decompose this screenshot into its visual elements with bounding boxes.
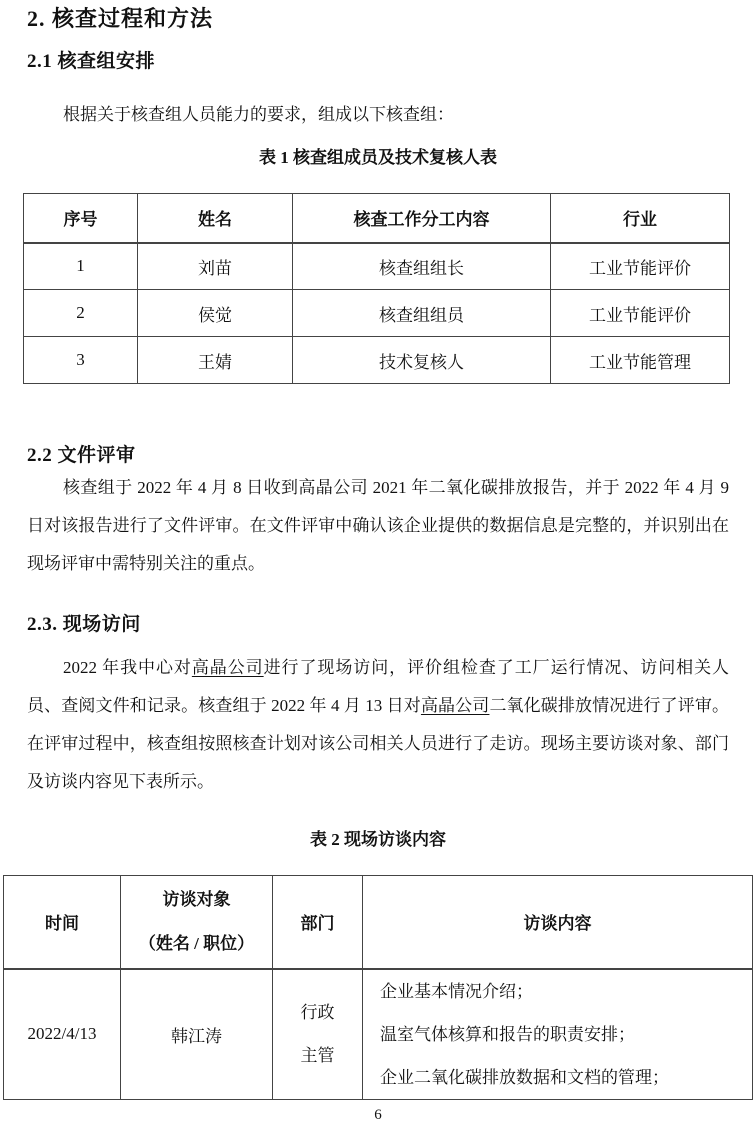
- company-name-underlined: 高晶公司: [191, 658, 264, 677]
- paragraph-doc-review: 核查组于 2022 年 4 月 8 日收到高晶公司 2021 年二氧化碳排放报告，并于 2022 年 4 月 9 日对该报告进行了文件评审。在文件评审中确认该企业提供的数据信息是完整的，并识别出在现场评审中需特别关注的重点。: [27, 478, 729, 573]
- table2-header-content: 访谈内容: [363, 876, 753, 969]
- table2-cell-time: 2022/4/13: [4, 969, 121, 1100]
- table2-cell-interviewee: 韩江涛: [121, 969, 273, 1100]
- table2-header-interviewee-line2: （姓名 / 职位）: [138, 933, 255, 953]
- interview-topic: 温室气体核算和报告的职责安排；: [380, 1024, 635, 1044]
- table1-cell-name: 侯觉: [138, 290, 293, 337]
- site-visit-text: 二氧化碳排放情况进行了评审。在评审过程中，核查组按照核查计划对该公司相关人员进行了走访。现场主要访谈对象、部门及访谈内容见下表所示。: [27, 696, 730, 791]
- interview-topic: 企业二氧化碳排放数据和文档的管理；: [380, 1067, 669, 1087]
- subsection-title-2-3: 2.3. 现场访问: [27, 614, 141, 635]
- table1-cell-seq: 3: [24, 337, 138, 384]
- table2-caption: 表 2 现场访谈内容: [310, 830, 446, 849]
- table2-row-1: [4, 969, 753, 1100]
- table2-header-department: 部门: [273, 876, 363, 969]
- table1-row-3: [24, 337, 730, 384]
- table1-cell-name: 王婧: [138, 337, 293, 384]
- subsection-title-2-2: 2.2 文件评审: [27, 445, 136, 466]
- department-line: 主管: [300, 1046, 335, 1065]
- table1-cell-industry: 工业节能评价: [551, 243, 730, 290]
- table1-cell-industry: 工业节能管理: [551, 337, 730, 384]
- interview-topic: 企业基本情况介绍；: [380, 981, 533, 1001]
- table2-header-interviewee-line1: 访谈对象: [162, 889, 231, 909]
- table1-row-2: [24, 290, 730, 337]
- table2-cell-department: [273, 969, 363, 1100]
- site-visit-text: 进行了现场访问，评价组检查了工厂运行情况、访问相关人员、查阅文件和记录。核查组于 2022 年 4 月 13 日对: [27, 658, 730, 715]
- table1-caption: 表 1 核查组成员及技术复核人表: [259, 148, 497, 167]
- table1-header-row: [24, 194, 730, 243]
- section-title: 2. 核查过程和方法: [27, 6, 214, 31]
- paragraph-team-intro: 根据关于核查组人员能力的要求，组成以下核查组：: [63, 105, 454, 124]
- page-number: 6: [374, 1107, 382, 1123]
- table1-header-role: 核查工作分工内容: [293, 194, 551, 243]
- table1-row-1: [24, 243, 730, 290]
- site-visit-text: 2022 年我中心对: [63, 658, 192, 677]
- table1-cell-seq: 1: [24, 243, 138, 290]
- table1-cell-seq: 2: [24, 290, 138, 337]
- table1-cell-name: 刘苗: [138, 243, 293, 290]
- paragraph-site-visit: [27, 649, 729, 801]
- department-line: 行政: [300, 1003, 335, 1022]
- table2-interviews: [3, 875, 753, 1100]
- table1-cell-role: 核查组组员: [293, 290, 551, 337]
- table1-cell-industry: 工业节能评价: [551, 290, 730, 337]
- table1-cell-role: 核查组组长: [293, 243, 551, 290]
- table2-header-interviewee: [121, 876, 273, 969]
- table1-header-seq: 序号: [24, 194, 138, 243]
- table1-cell-role: 技术复核人: [293, 337, 551, 384]
- table2-header-row: [4, 876, 753, 969]
- company-name-underlined: 高晶公司: [420, 696, 490, 715]
- table1-verification-team: [23, 193, 730, 384]
- subsection-title-2-1: 2.1 核查组安排: [27, 51, 156, 72]
- table2-header-time: 时间: [4, 876, 121, 969]
- table2-cell-content: [363, 969, 753, 1100]
- table1-header-industry: 行业: [551, 194, 730, 243]
- table1-header-name: 姓名: [138, 194, 293, 243]
